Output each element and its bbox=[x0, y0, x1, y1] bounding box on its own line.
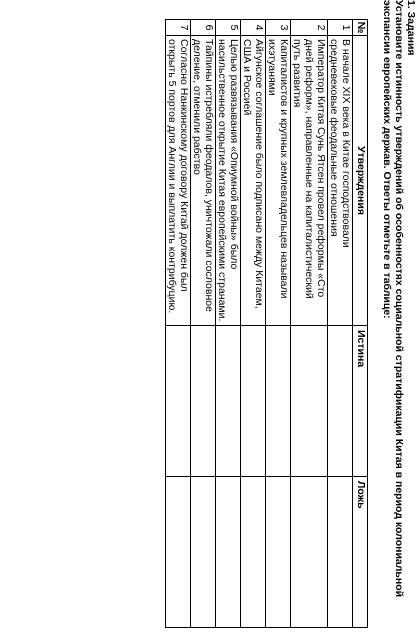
truth-cell[interactable] bbox=[266, 326, 291, 477]
row-statement: Император Китая Сунь Ятсен провел реформы «Сто дней реформ», направленные на капиталистический путь развития bbox=[291, 36, 328, 326]
truth-cell[interactable] bbox=[291, 326, 328, 477]
table-row bbox=[191, 20, 216, 628]
truth-cell[interactable] bbox=[241, 326, 266, 477]
table-row bbox=[241, 20, 266, 628]
table-row bbox=[266, 20, 291, 628]
table-row bbox=[328, 20, 353, 628]
task-instruction: Установите истинность утверждений об особенностях социальной стратификации Китая в период колониальной экспансии европейских держав. Ответы отметьте в таблице: bbox=[381, 0, 405, 598]
lie-cell[interactable] bbox=[191, 477, 216, 628]
table-row bbox=[216, 20, 241, 628]
task-number: 1. Задания bbox=[405, 0, 417, 56]
task-heading bbox=[381, 0, 417, 625]
row-statement: Целью развязывания «Опиумной войны» было насильственное открытие Китая европейскими странами. bbox=[216, 36, 241, 326]
table-row bbox=[291, 20, 328, 628]
lie-cell[interactable] bbox=[328, 477, 353, 628]
lie-cell[interactable] bbox=[266, 477, 291, 628]
header-number: № bbox=[353, 20, 368, 36]
row-number: 4 bbox=[241, 20, 266, 36]
row-number: 5 bbox=[216, 20, 241, 36]
truth-cell[interactable] bbox=[216, 326, 241, 477]
statements-table bbox=[165, 19, 368, 628]
row-statement: В начале XIX века в Китае господствовали средневековые феодальные отношения bbox=[328, 36, 353, 326]
truth-cell[interactable] bbox=[328, 326, 353, 477]
row-number: 1 bbox=[328, 20, 353, 36]
header-lie: Ложь bbox=[353, 477, 368, 628]
lie-cell[interactable] bbox=[216, 477, 241, 628]
row-statement: Айгунское соглашение было подписано между Китаем, США и Россией bbox=[241, 36, 266, 326]
header-truth: Истина bbox=[353, 326, 368, 477]
table-header-row bbox=[353, 20, 368, 628]
lie-cell[interactable] bbox=[291, 477, 328, 628]
row-number: 6 bbox=[191, 20, 216, 36]
table-row bbox=[166, 20, 191, 628]
row-number: 3 bbox=[266, 20, 291, 36]
row-number: 2 bbox=[291, 20, 328, 36]
row-statement: Тайпины истребляли феодалов, уничтожали сословное деление, отменили рабство bbox=[191, 36, 216, 326]
lie-cell[interactable] bbox=[166, 477, 191, 628]
row-statement: Согласно Нанкинскому договору Китай должен был открыть 5 портов для Англии и выплатить контрибуцию. bbox=[166, 36, 191, 326]
truth-cell[interactable] bbox=[166, 326, 191, 477]
lie-cell[interactable] bbox=[241, 477, 266, 628]
row-number: 7 bbox=[166, 20, 191, 36]
truth-cell[interactable] bbox=[191, 326, 216, 477]
header-statement: Утверждения bbox=[353, 36, 368, 326]
row-statement: Капиталистов и крупных землевладельцев называли ихэтуанями bbox=[266, 36, 291, 326]
